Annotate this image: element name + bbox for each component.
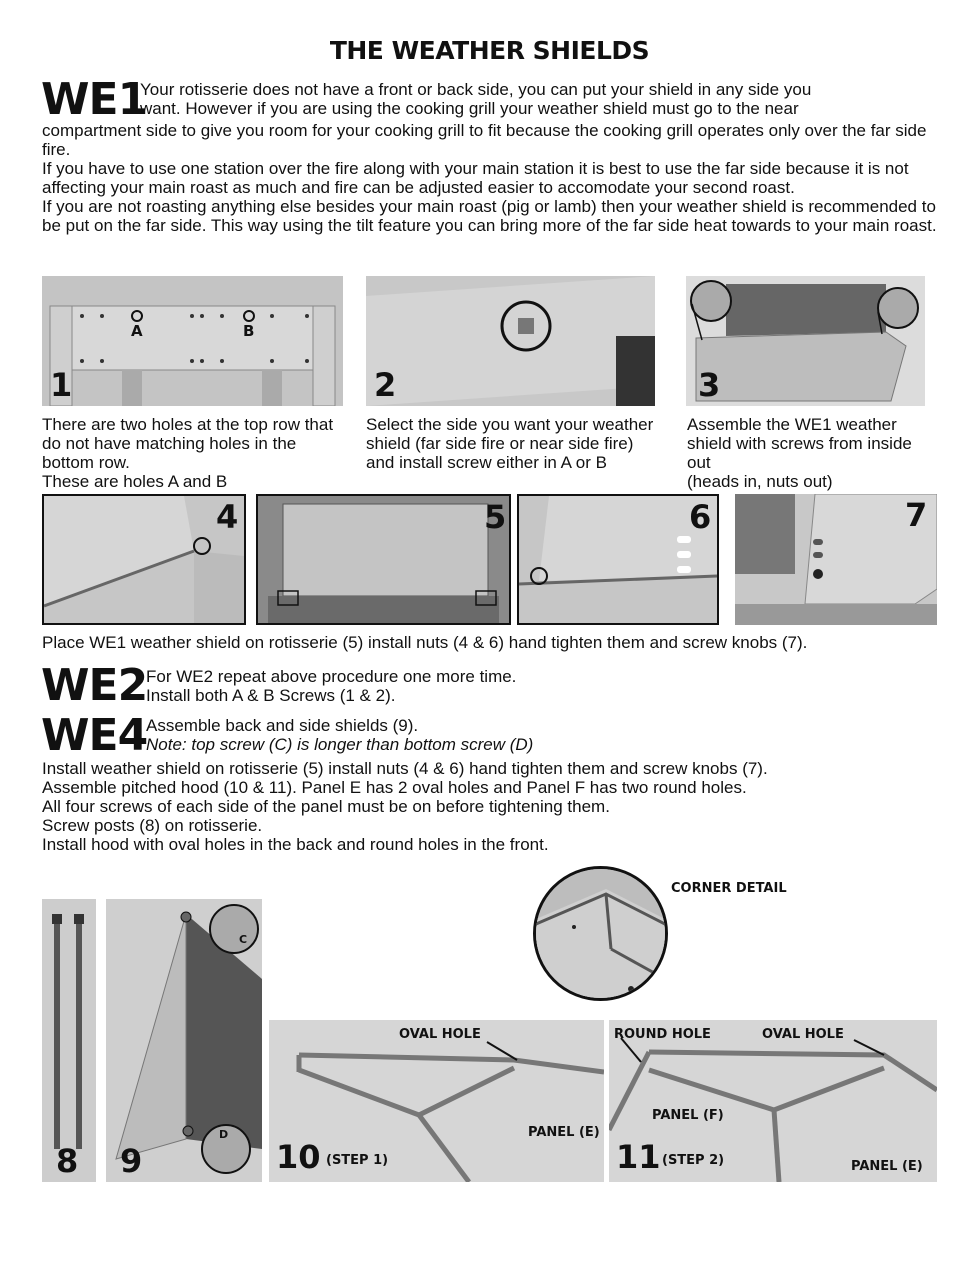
figure-10-number: 10 <box>276 1138 321 1176</box>
photo-5-rotisserie <box>256 494 511 625</box>
photo-2-screw <box>366 276 655 406</box>
photo-8-posts <box>42 899 96 1182</box>
we4-heading: WE4 <box>41 710 148 761</box>
figure-1-number: 1 <box>50 366 73 404</box>
photo-3-assembly <box>686 276 925 406</box>
we2-line-2: Install both A & B Screws (1 & 2). <box>146 686 396 705</box>
we1-line-1: Your rotisserie does not have a front or back side, you can put your shield in any side you <box>140 80 812 99</box>
we4-instruction-5: Install hood with oval holes in the back and round holes in the front. <box>42 835 549 854</box>
photo-6-nut <box>517 494 719 625</box>
page-title: THE WEATHER SHIELDS <box>329 36 650 65</box>
photo-10-step-1 <box>269 1020 604 1182</box>
figure-11-number: 11 <box>616 1138 661 1176</box>
caption-1 <box>42 415 347 491</box>
we1-body <box>42 121 937 235</box>
step-2-label: (STEP 2) <box>662 1153 725 1168</box>
we4-instruction-3: All four screws of each side of the panel must be on before tightening them. <box>42 797 610 816</box>
photo-7-knob <box>735 494 937 625</box>
hole-a-label: A <box>131 322 143 340</box>
we4-instruction-1: Install weather shield on rotisserie (5) install nuts (4 & 6) hand tighten them and screw knobs (7). <box>42 759 768 778</box>
round-hole-label: ROUND HOLE <box>614 1027 711 1042</box>
panel-e-label-step-1: PANEL (E) <box>528 1125 600 1140</box>
caption-1-subtext: These are holes A and B <box>42 472 228 491</box>
figure-5-number: 5 <box>484 498 507 536</box>
panel-f-label: PANEL (F) <box>652 1108 724 1123</box>
caption-4-to-7: Place WE1 weather shield on rotisserie (5) install nuts (4 & 6) hand tighten them and screw knobs (7). <box>42 633 808 652</box>
screw-c-label: C <box>239 933 248 946</box>
caption-2: Select the side you want your weather shield (far side fire or near side fire) and install screw either in A or B <box>366 415 654 472</box>
hole-b-label: B <box>243 322 255 340</box>
photo-4-nut <box>42 494 246 625</box>
corner-detail-drawing <box>536 869 665 998</box>
we1-paragraph-2: If you have to use one station over the fire along with your main station it is best to use the far side because it is not affecting your main roast as much and fire can be adjusted easier to accomodate your second roast. <box>42 159 909 197</box>
step-1-label: (STEP 1) <box>326 1153 389 1168</box>
photo-5-drawing <box>258 496 509 623</box>
screw-d-label: D <box>219 1128 229 1141</box>
we4-intro <box>146 716 846 754</box>
photo-9-shields <box>106 899 262 1182</box>
photo-4-drawing <box>44 496 244 623</box>
we4-instruction-4: Screw posts (8) on rotisserie. <box>42 816 263 835</box>
photo-1-drawing <box>42 276 343 406</box>
we4-instructions <box>42 759 942 854</box>
photo-2-drawing <box>366 276 655 406</box>
oval-hole-label-step-1: OVAL HOLE <box>399 1027 481 1042</box>
corner-detail-label: CORNER DETAIL <box>671 881 787 896</box>
caption-1-text: There are two holes at the top row that do not have matching holes in the bottom row. <box>42 415 334 472</box>
corner-detail-photo <box>533 866 668 1001</box>
we2-line-1: For WE2 repeat above procedure one more time. <box>146 667 517 686</box>
figure-9-number: 9 <box>120 1142 143 1180</box>
caption-3-text: Assemble the WE1 weather shield with screws from inside out <box>687 415 912 472</box>
figure-3-number: 3 <box>698 366 721 404</box>
we4-line-1: Assemble back and side shields (9). <box>146 716 419 735</box>
photo-1-holes <box>42 276 343 406</box>
figure-4-number: 4 <box>216 498 239 536</box>
photo-6-drawing <box>519 496 717 623</box>
oval-hole-label-step-2: OVAL HOLE <box>762 1027 844 1042</box>
figure-2-number: 2 <box>374 366 397 404</box>
we4-instruction-2: Assemble pitched hood (10 & 11). Panel E has 2 oval holes and Panel F has two round holes. <box>42 778 747 797</box>
we1-paragraph-1: compartment side to give you room for your cooking grill to fit because the cooking grill operates only over the far side fire. <box>42 121 927 159</box>
we1-intro <box>140 80 940 118</box>
caption-3 <box>687 415 937 491</box>
we1-line-2: want. However if you are using the cooking grill your weather shield must go to the near <box>140 99 799 118</box>
we1-paragraph-3: If you are not roasting anything else besides your main roast (pig or lamb) then your weather shield is recommended to be put on the far side. This way using the tilt feature you can bring more of the far side heat towards to your main roast. <box>42 197 937 235</box>
we2-heading: WE2 <box>41 660 148 711</box>
we1-heading: WE1 <box>41 74 148 125</box>
photo-11-step-2 <box>609 1020 937 1182</box>
panel-e-label-step-2: PANEL (E) <box>851 1159 923 1174</box>
we2-text <box>146 667 846 705</box>
caption-3-subtext: (heads in, nuts out) <box>687 472 833 491</box>
figure-6-number: 6 <box>689 498 712 536</box>
we4-note: Note: top screw (C) is longer than bottom screw (D) <box>146 735 534 754</box>
figure-7-number: 7 <box>905 496 928 534</box>
photo-3-drawing <box>686 276 925 406</box>
figure-8-number: 8 <box>56 1142 79 1180</box>
photo-8-drawing <box>42 899 96 1182</box>
